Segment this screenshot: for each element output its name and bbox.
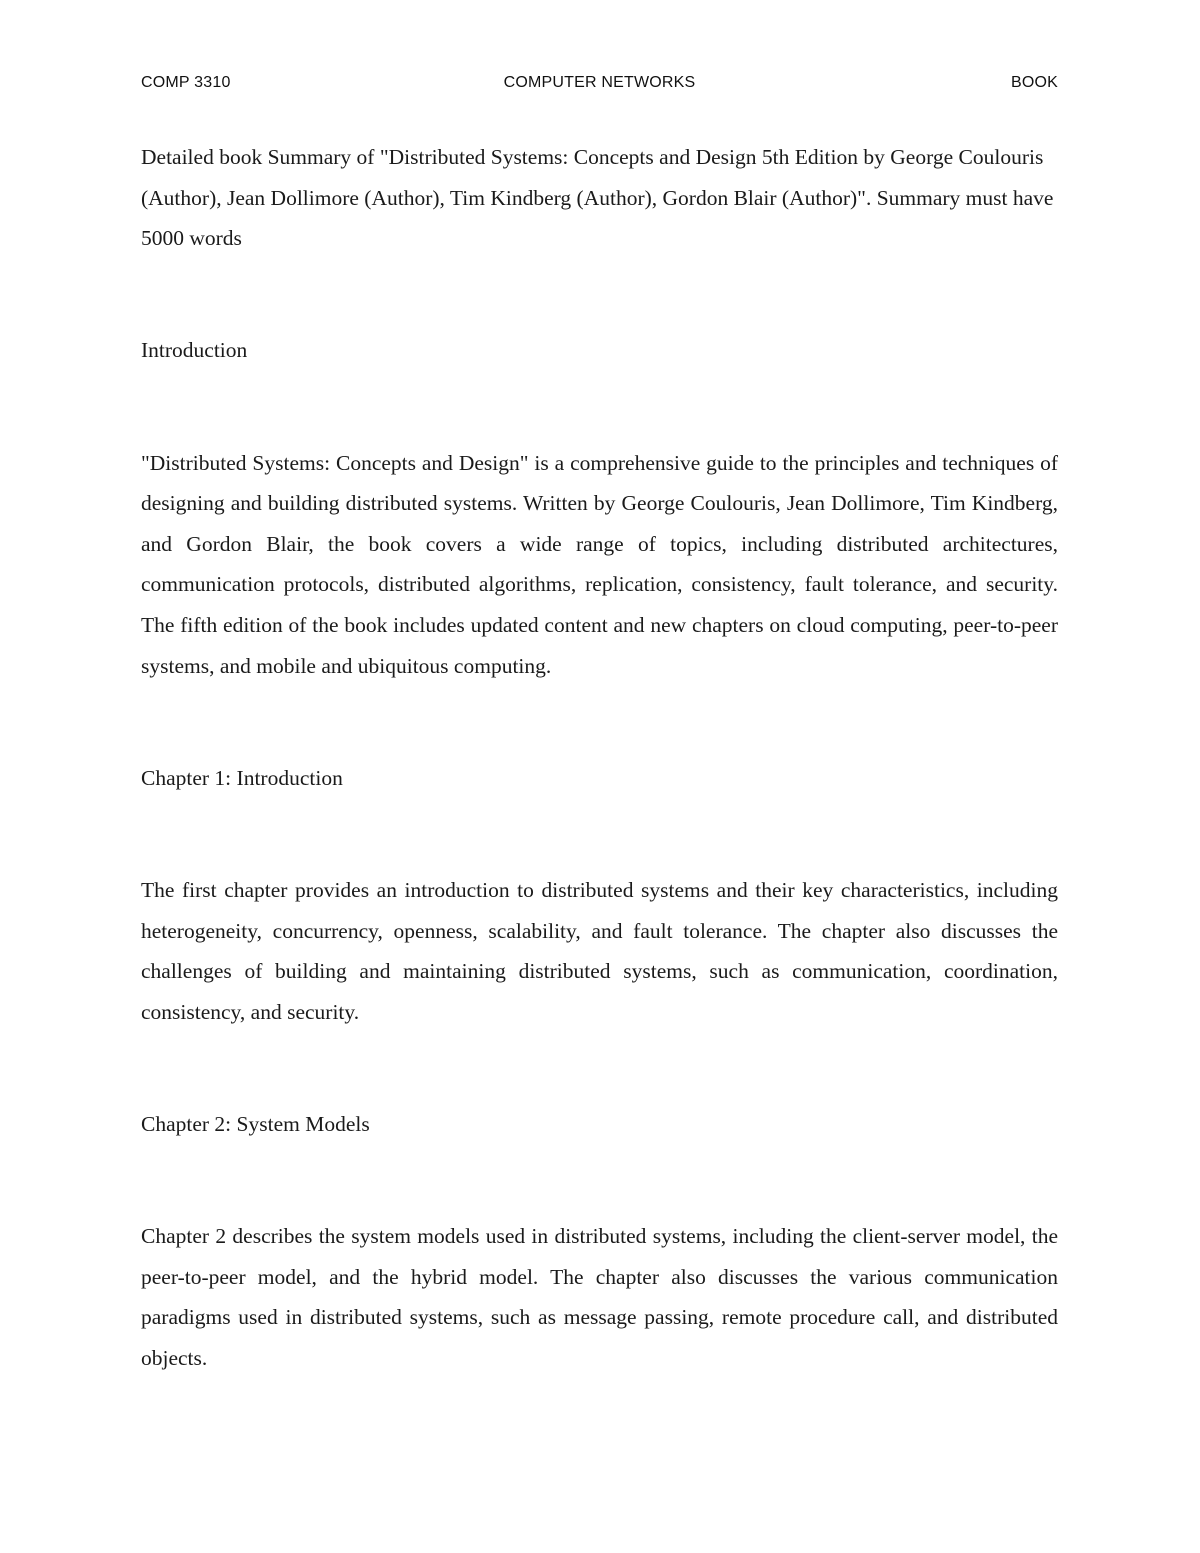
section-heading-introduction: Introduction <box>141 338 248 363</box>
course-title: COMPUTER NETWORKS <box>503 74 696 91</box>
document-body <box>141 137 1058 1378</box>
section-heading-chapter-2: Chapter 2: System Models <box>141 1111 370 1136</box>
section-body-chapter-2: Chapter 2 describes the system models used in distributed systems, including the client-server model, the peer-to-peer model, and the hybrid model. The chapter also discusses the various communication paradigms used in distributed systems, such as message passing, remote procedure call, and distributed objects. <box>141 1224 1058 1370</box>
page-header <box>141 74 1058 98</box>
course-code: COMP 3310 <box>141 74 231 91</box>
section-body-introduction: "Distributed Systems: Concepts and Design" is a comprehensive guide to the principles and techniques of designing and building distributed systems. Written by George Coulouris, Jean Dollimore, Tim Kindberg, and Gordon Blair, the book covers a wide range of topics, including distributed architectures, communication protocols, distributed algorithms, replication, consistency, fault tolerance, and security. The fifth edition of the book includes updated content and new chapters on cloud computing, peer-to-peer systems, and mobile and ubiquitous computing. <box>141 450 1058 678</box>
section-heading-chapter-1: Chapter 1: Introduction <box>141 765 343 790</box>
header-book-label: BOOK <box>1010 74 1058 91</box>
section-body-chapter-1: The first chapter provides an introduction to distributed systems and their key characteristics, including heterogeneity, concurrency, openness, scalability, and fault tolerance. The chapter also discusses the challenges of building and maintaining distributed systems, such as communication, coordination, consistency, and security. <box>141 877 1058 1024</box>
prompt-paragraph: Detailed book Summary of "Distributed Systems: Concepts and Design 5th Edition by George Coulouris (Author), Jean Dollimore (Author), Tim Kindberg (Author), Gordon Blair (Author)". Summary must have 5000 words <box>141 145 1054 251</box>
